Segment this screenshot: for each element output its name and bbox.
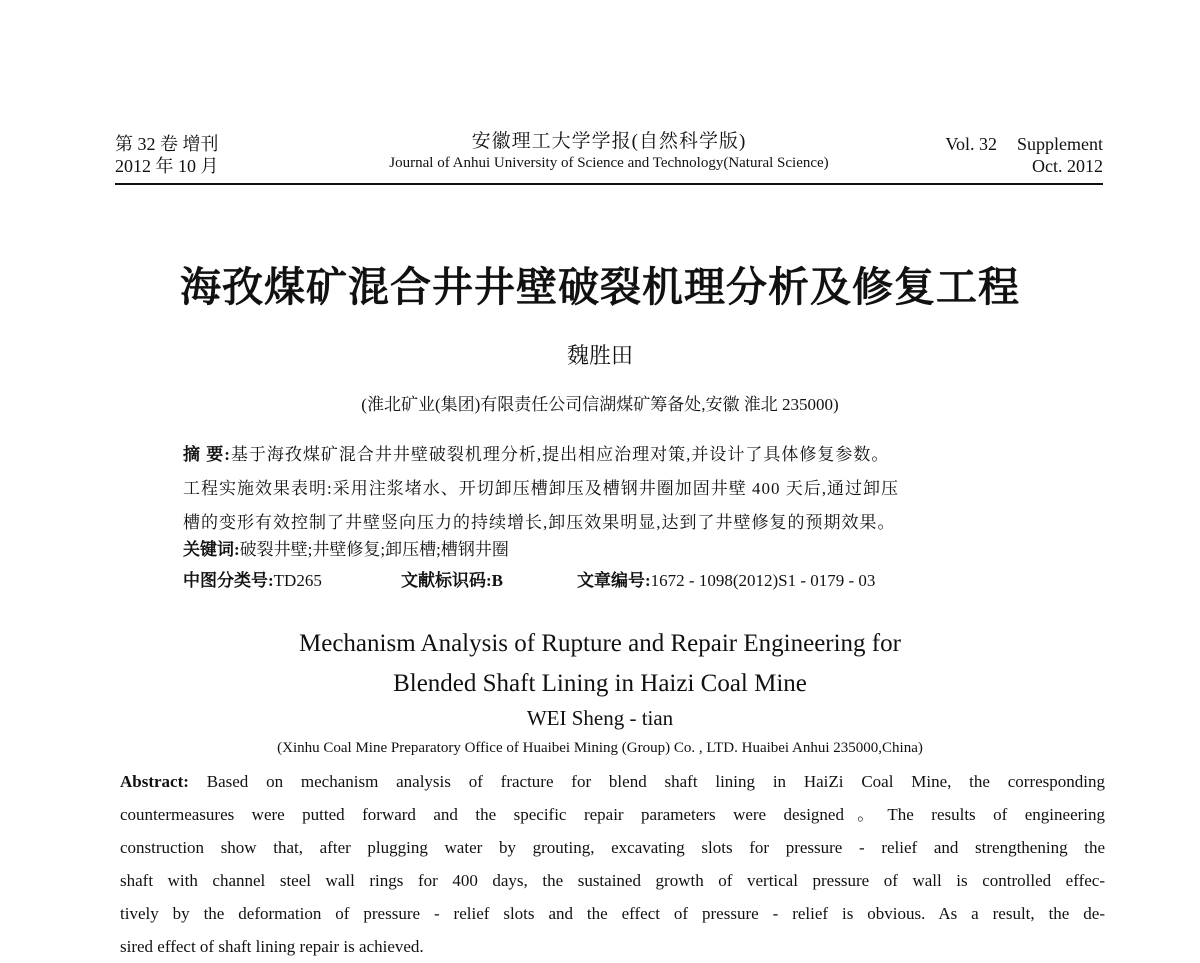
abstract-en-line-5: tively by the deformation of pressure - relief slots and the effect of pressure - relief is obvious. As a result, the de- xyxy=(120,904,1105,923)
abstract-en-line-4: shaft with channel steel wall rings for 400 days, the sustained growth of vertical pressure of wall is controlled effec- xyxy=(120,871,1105,890)
header-rule xyxy=(115,183,1103,185)
abstract-en-line-6: sired effect of shaft lining repair is achieved. xyxy=(120,937,424,956)
clc-label: 中图分类号: xyxy=(183,571,274,590)
affiliation-en: (Xinhu Coal Mine Preparatory Office of Huaibei Mining (Group) Co. , LTD. Huaibei Anhui 235000,China) xyxy=(277,740,923,756)
article-no-label: 文章编号: xyxy=(577,571,651,590)
abstract-en-line-2: countermeasures were putted forward and the specific repair parameters were designed。The results of engineering xyxy=(120,805,1105,824)
article-no-value: 1672 - 1098(2012)S1 - 0179 - 03 xyxy=(650,571,876,590)
abstract-cn-text: 基于海孜煤矿混合井井壁破裂机理分析,提出相应治理对策,并设计了具体修复参数。 xyxy=(230,445,890,464)
affiliation-cn: (淮北矿业(集团)有限责任公司信湖煤矿筹备处,安徽 淮北 235000) xyxy=(361,395,839,414)
journal-volume-info xyxy=(945,133,1103,177)
clc-value: TD265 xyxy=(273,571,322,590)
abstract-cn xyxy=(183,438,1043,540)
doc-code-value: B xyxy=(491,571,504,590)
abstract-cn-line-2: 工程实施效果表明:采用注浆堵水、开切卸压槽卸压及槽钢井圈加固井壁 400 天后,通过卸压 xyxy=(183,479,899,498)
abstract-cn-line-1 xyxy=(183,438,1043,472)
article-title-en xyxy=(0,624,1200,704)
journal-issue-info xyxy=(115,133,219,177)
doc-code-label: 文献标识码: xyxy=(401,571,492,590)
abstract-en xyxy=(120,765,1105,963)
abstract-en-text: Based on mechanism analysis of fracture for blend shaft lining in HaiZi Coal Mine, the corresponding xyxy=(206,772,1106,791)
abstract-en-label: Abstract: xyxy=(120,772,189,791)
keywords-label: 关键词: xyxy=(183,540,240,559)
author-cn: 魏胜田 xyxy=(566,343,633,368)
title-en-line-2: Blended Shaft Lining in Haizi Coal Mine xyxy=(393,670,807,697)
abstract-cn-label: 摘 要: xyxy=(183,445,231,464)
journal-name xyxy=(340,131,878,173)
clc-field xyxy=(183,568,401,594)
date-en: Oct. 2012 xyxy=(1032,156,1103,176)
journal-name-cn: 安徽理工大学学报(自然科学版) xyxy=(471,131,747,152)
article-title-cn: 海孜煤矿混合井井壁破裂机理分析及修复工程 xyxy=(180,264,1020,310)
abstract-cn-line-3: 槽的变形有效控制了井壁竖向压力的持续增长,卸压效果明显,达到了井壁修复的预期效果。 xyxy=(183,513,896,532)
title-en-line-1: Mechanism Analysis of Rupture and Repair Engineering for xyxy=(299,630,901,657)
journal-name-en: Journal of Anhui University of Science and Technology(Natural Science) xyxy=(389,155,829,171)
author-en: WEI Sheng - tian xyxy=(526,706,674,730)
volume-en: Vol. 32 xyxy=(945,134,997,154)
article-no-field xyxy=(577,568,875,594)
abstract-en-line-3: construction show that, after plugging water by grouting, excavating slots for pressure - relief and strengthening the xyxy=(120,838,1105,857)
supplement-label: Supplement xyxy=(1017,134,1103,154)
doc-code-field xyxy=(401,568,577,594)
date-cn: 2012 年 10 月 xyxy=(115,156,219,176)
keywords-value: 破裂井壁;井壁修复;卸压槽;槽钢井圈 xyxy=(239,540,509,559)
abstract-en-line-1 xyxy=(120,765,1105,798)
keywords-line xyxy=(183,538,509,562)
classification-line xyxy=(183,568,875,594)
volume-cn: 第 32 卷 增刊 xyxy=(115,134,219,154)
